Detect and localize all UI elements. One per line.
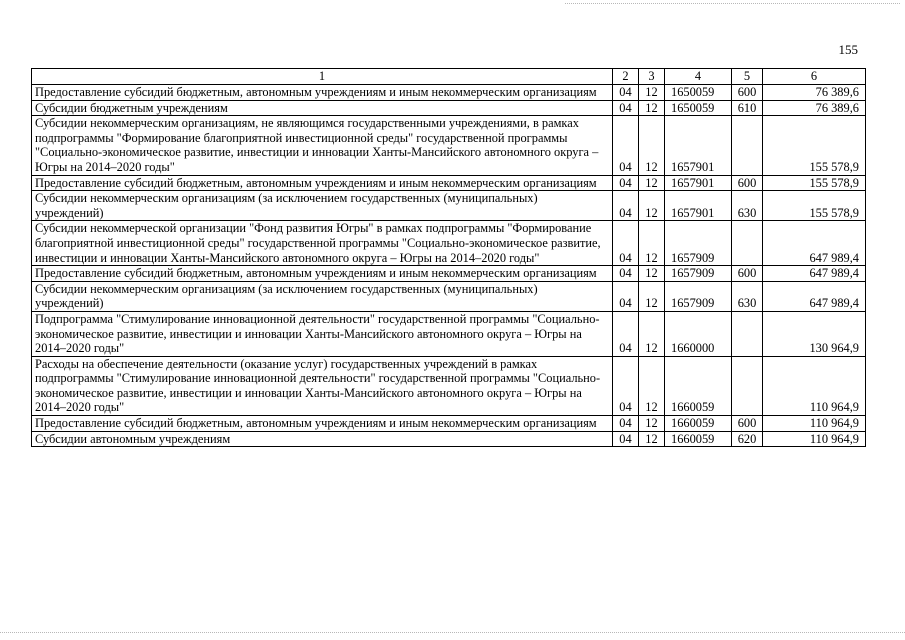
table-row xyxy=(32,175,866,191)
row-expense-type xyxy=(732,116,763,175)
page-number: 155 xyxy=(838,42,858,57)
table-header-row xyxy=(32,69,866,85)
row-target-article: 1660059 xyxy=(665,356,732,415)
row-expense-type: 630 xyxy=(732,191,763,221)
table-row xyxy=(32,281,866,311)
row-amount: 130 964,9 xyxy=(763,311,866,356)
row-section: 04 xyxy=(613,85,639,101)
scan-artifact-top xyxy=(565,3,900,4)
row-expense-type: 610 xyxy=(732,100,763,116)
row-section: 04 xyxy=(613,221,639,266)
row-target-article: 1657901 xyxy=(665,191,732,221)
table-row xyxy=(32,116,866,175)
table-row xyxy=(32,221,866,266)
table-row xyxy=(32,356,866,415)
row-section: 04 xyxy=(613,175,639,191)
table-row xyxy=(32,416,866,432)
row-expense-type xyxy=(732,311,763,356)
row-section: 04 xyxy=(613,116,639,175)
row-expense-type: 600 xyxy=(732,175,763,191)
row-amount: 647 989,4 xyxy=(763,221,866,266)
row-expense-type xyxy=(732,356,763,415)
row-target-article: 1660059 xyxy=(665,431,732,447)
row-subsection: 12 xyxy=(639,85,665,101)
scan-artifact-bottom xyxy=(0,632,905,633)
row-name: Субсидии некоммерческим организациям (за исключением государственных (муниципальных) учреждений) xyxy=(32,191,613,221)
header-cell-3: 3 xyxy=(639,69,665,85)
row-name: Предоставление субсидий бюджетным, автономным учреждениям и иным некоммерческим организациям xyxy=(32,266,613,282)
row-expense-type: 620 xyxy=(732,431,763,447)
row-target-article: 1657909 xyxy=(665,221,732,266)
row-amount: 647 989,4 xyxy=(763,281,866,311)
row-amount: 155 578,9 xyxy=(763,116,866,175)
row-subsection: 12 xyxy=(639,266,665,282)
row-section: 04 xyxy=(613,281,639,311)
row-target-article: 1650059 xyxy=(665,85,732,101)
table-row xyxy=(32,431,866,447)
table-row xyxy=(32,85,866,101)
header-cell-6: 6 xyxy=(763,69,866,85)
row-subsection: 12 xyxy=(639,356,665,415)
row-name: Субсидии некоммерческим организациям, не являющимся государственными учреждениями, в рамках подпрограммы "Формирование благоприятной инвестиционной среды" государственной программы "Социально-экономическое развитие, инвестиции и инновации Ханты-Мансийского автономного округа – Югры на 2014–2020 годы" xyxy=(32,116,613,175)
row-subsection: 12 xyxy=(639,311,665,356)
row-target-article: 1660000 xyxy=(665,311,732,356)
row-subsection: 12 xyxy=(639,116,665,175)
row-name: Предоставление субсидий бюджетным, автономным учреждениям и иным некоммерческим организациям xyxy=(32,175,613,191)
row-section: 04 xyxy=(613,431,639,447)
row-name: Субсидии некоммерческой организации "Фонд развития Югры" в рамках подпрограммы "Формирование благоприятной инвестиционной среды" государственной программы "Социально-экономическое развитие, инвестиции и инновации Ханты-Мансийского автономного округа – Югры на 2014–2020 годы" xyxy=(32,221,613,266)
row-name: Предоставление субсидий бюджетным, автономным учреждениям и иным некоммерческим организациям xyxy=(32,85,613,101)
row-section: 04 xyxy=(613,416,639,432)
header-cell-1: 1 xyxy=(32,69,613,85)
row-expense-type xyxy=(732,221,763,266)
row-subsection: 12 xyxy=(639,281,665,311)
row-amount: 76 389,6 xyxy=(763,85,866,101)
row-section: 04 xyxy=(613,356,639,415)
row-subsection: 12 xyxy=(639,191,665,221)
row-name: Расходы на обеспечение деятельности (оказание услуг) государственных учреждений в рамках подпрограммы "Стимулирование инновационной деятельности" государственной программы "Социально-экономическое развитие, инвестиции и инновации Ханты-Мансийского автономного округа – Югры на 2014–2020 годы" xyxy=(32,356,613,415)
row-amount: 155 578,9 xyxy=(763,175,866,191)
row-amount: 110 964,9 xyxy=(763,431,866,447)
row-target-article: 1657901 xyxy=(665,175,732,191)
budget-table xyxy=(31,68,866,447)
row-name: Субсидии бюджетным учреждениям xyxy=(32,100,613,116)
row-expense-type: 630 xyxy=(732,281,763,311)
table-row xyxy=(32,100,866,116)
row-target-article: 1660059 xyxy=(665,416,732,432)
row-subsection: 12 xyxy=(639,175,665,191)
row-subsection: 12 xyxy=(639,100,665,116)
row-target-article: 1657909 xyxy=(665,281,732,311)
row-section: 04 xyxy=(613,191,639,221)
header-cell-4: 4 xyxy=(665,69,732,85)
row-amount: 647 989,4 xyxy=(763,266,866,282)
row-amount: 155 578,9 xyxy=(763,191,866,221)
header-cell-2: 2 xyxy=(613,69,639,85)
row-name: Субсидии автономным учреждениям xyxy=(32,431,613,447)
row-section: 04 xyxy=(613,100,639,116)
row-target-article: 1650059 xyxy=(665,100,732,116)
row-subsection: 12 xyxy=(639,416,665,432)
row-section: 04 xyxy=(613,266,639,282)
row-subsection: 12 xyxy=(639,431,665,447)
table-row xyxy=(32,311,866,356)
table-row xyxy=(32,266,866,282)
row-amount: 76 389,6 xyxy=(763,100,866,116)
row-name: Предоставление субсидий бюджетным, автономным учреждениям и иным некоммерческим организациям xyxy=(32,416,613,432)
row-target-article: 1657901 xyxy=(665,116,732,175)
header-cell-5: 5 xyxy=(732,69,763,85)
row-expense-type: 600 xyxy=(732,266,763,282)
row-amount: 110 964,9 xyxy=(763,416,866,432)
row-subsection: 12 xyxy=(639,221,665,266)
row-name: Субсидии некоммерческим организациям (за исключением государственных (муниципальных) учреждений) xyxy=(32,281,613,311)
row-expense-type: 600 xyxy=(732,85,763,101)
row-name: Подпрограмма "Стимулирование инновационной деятельности" государственной программы "Социально-экономическое развитие, инвестиции и инновации Ханты-Мансийского автономного округа – Югры на 2014–2020 годы" xyxy=(32,311,613,356)
row-section: 04 xyxy=(613,311,639,356)
row-amount: 110 964,9 xyxy=(763,356,866,415)
row-expense-type: 600 xyxy=(732,416,763,432)
row-target-article: 1657909 xyxy=(665,266,732,282)
table-row xyxy=(32,191,866,221)
